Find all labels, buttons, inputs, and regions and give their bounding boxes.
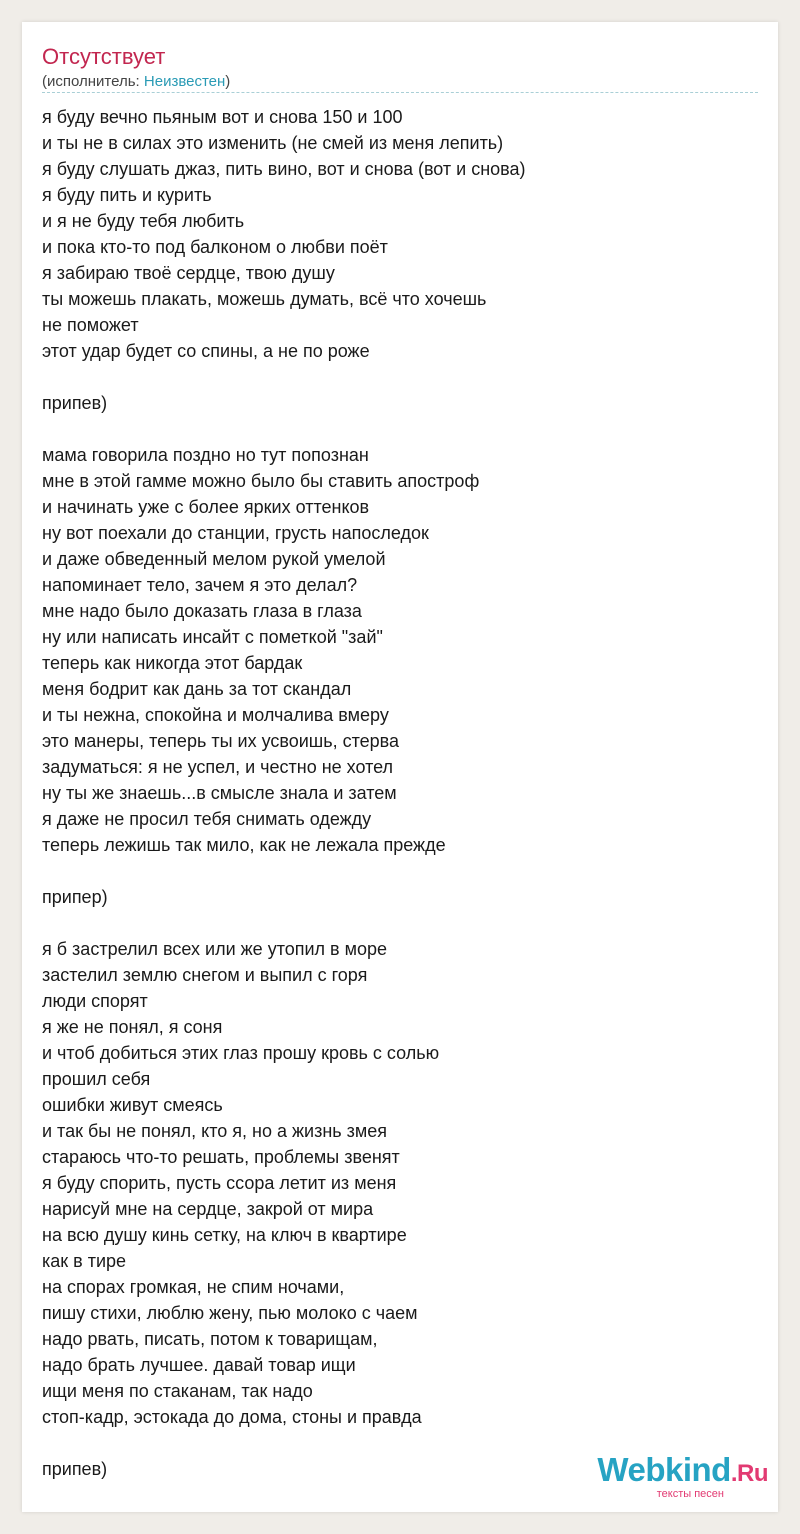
blank-line (42, 910, 758, 936)
lyric-line: я же не понял, я соня (42, 1017, 223, 1037)
lyric-line: я буду пить и курить (42, 185, 212, 205)
song-title: Отсутствует (42, 44, 166, 69)
lyric-line: я буду слушать джаз, пить вино, вот и снова (вот и снова) (42, 159, 526, 179)
lyric-line: припев) (42, 1459, 108, 1479)
lyric-line: ошибки живут смеясь (42, 1095, 223, 1115)
site-logo[interactable] (597, 1453, 768, 1500)
lyric-line: нарисуй мне на сердце, закрой от мира (42, 1199, 374, 1219)
lyric-line: не поможет (42, 315, 139, 335)
lyric-line: мама говорила поздно но тут попознан (42, 445, 369, 465)
lyric-line: стоп-кадр, эстокада до дома, стоны и правда (42, 1407, 422, 1427)
lyric-line: и даже обведенный мелом рукой умелой (42, 549, 386, 569)
lyric-line: надо рвать, писать, потом к товарищам, (42, 1329, 378, 1349)
lyric-line: на спорах громкая, не спим ночами, (42, 1277, 345, 1297)
lyric-line: я буду вечно пьяным вот и снова 150 и 100 (42, 107, 403, 127)
lyric-line: я забираю твоё сердце, твою душу (42, 263, 335, 283)
blank-line (42, 858, 758, 884)
lyric-line: прошил себя (42, 1069, 151, 1089)
lyric-line: пишу стихи, люблю жену, пью молоко с чаем (42, 1303, 418, 1323)
lyric-line: застелил землю снегом и выпил с горя (42, 965, 368, 985)
lyric-line: напоминает тело, зачем я это делал? (42, 575, 358, 595)
lyric-line: ну или написать инсайт с пометкой "зай" (42, 627, 383, 647)
lyrics-card (22, 22, 778, 1512)
lyric-line: и ты нежна, спокойна и молчалива вмеру (42, 705, 389, 725)
logo-name: Webkind (597, 1451, 731, 1488)
title-divider (42, 92, 758, 93)
lyric-line: и так бы не понял, кто я, но а жизнь змея (42, 1121, 388, 1141)
lyric-line: я даже не просил тебя снимать одежду (42, 809, 372, 829)
lyrics-text (42, 104, 758, 1482)
blank-line (42, 416, 758, 442)
artist-line: (исполнитель: Неизвестен) (42, 73, 231, 90)
lyric-line: и я не буду тебя любить (42, 211, 245, 231)
lyric-line: на всю душу кинь сетку, на ключ в квартире (42, 1225, 407, 1245)
artist-label: исполнитель: (47, 73, 140, 90)
lyric-line: и начинать уже с более ярких оттенков (42, 497, 370, 517)
lyric-line: стараюсь что-то решать, проблемы звенят (42, 1147, 400, 1167)
lyric-line: и ты не в силах это изменить (не смей из меня лепить) (42, 133, 504, 153)
blank-line (42, 364, 758, 390)
lyric-line: ты можешь плакать, можешь думать, всё что хочешь (42, 289, 487, 309)
logo-tagline: тексты песен (656, 1488, 724, 1500)
lyric-line: припев) (42, 393, 108, 413)
artist-link[interactable]: Неизвестен (143, 73, 226, 90)
lyric-line: меня бодрит как дань за тот скандал (42, 679, 352, 699)
lyric-line: теперь как никогда этот бардак (42, 653, 303, 673)
lyric-line: это манеры, теперь ты их усвоишь, стерва (42, 731, 400, 751)
lyric-line: этот удар будет со спины, а не по роже (42, 341, 370, 361)
lyric-line: мне надо было доказать глаза в глаза (42, 601, 362, 621)
lyric-line: теперь лежишь так мило, как не лежала прежде (42, 835, 446, 855)
lyric-line: я буду спорить, пусть ссора летит из меня (42, 1173, 397, 1193)
lyric-line: припер) (42, 887, 108, 907)
lyric-line: надо брать лучшее. давай товар ищи (42, 1355, 356, 1375)
lyric-line: люди спорят (42, 991, 148, 1011)
lyric-line: и пока кто-то под балконом о любви поёт (42, 237, 388, 257)
lyric-line: ну вот поехали до станции, грусть напоследок (42, 523, 429, 543)
lyric-line: и чтоб добиться этих глаз прошу кровь с солью (42, 1043, 440, 1063)
logo-tld: .Ru (730, 1460, 768, 1487)
lyric-line: я б застрелил всех или же утопил в море (42, 939, 388, 959)
lyric-line: задуматься: я не успел, и честно не хотел (42, 757, 394, 777)
lyric-line: как в тире (42, 1251, 127, 1271)
lyric-line: мне в этой гамме можно было бы ставить апостроф (42, 471, 480, 491)
lyric-line: ищи меня по стаканам, так надо (42, 1381, 313, 1401)
lyric-line: ну ты же знаешь...в смысле знала и затем (42, 783, 397, 803)
